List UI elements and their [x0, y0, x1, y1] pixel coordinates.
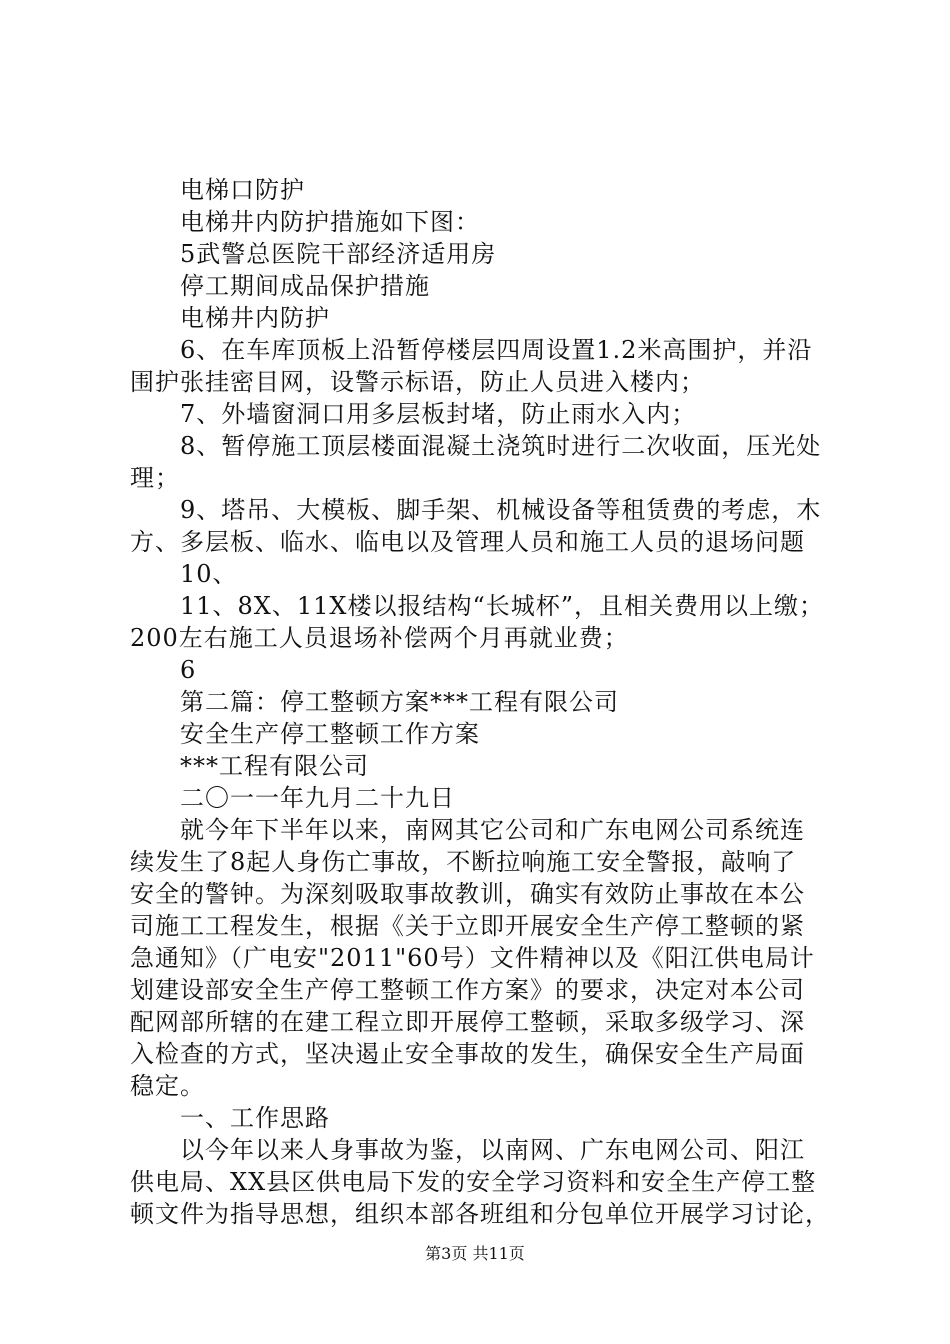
text-line: 第二篇：停工整顿方案***工程有限公司: [180, 688, 619, 716]
text-line: ***工程有限公司: [180, 752, 369, 780]
text-line: 急通知》（广电安"2011"60号）文件精神以及《阳江供电局计: [130, 944, 815, 972]
text-line: 停工期间成品保护措施: [180, 272, 430, 300]
text-line: 电梯口防护: [180, 176, 305, 204]
text-line: 200左右施工人员退场补偿两个月再就业费；: [130, 624, 629, 652]
text-line: 6: [180, 656, 197, 684]
document-body: [130, 174, 842, 1230]
text-line: 电梯井内防护: [180, 304, 330, 332]
text-line: 10、: [180, 560, 238, 588]
text-line: 划建设部安全生产停工整顿工作方案》的要求，决定对本公司: [130, 976, 805, 1004]
text-line: 方、多层板、临水、临电以及管理人员和施工人员的退场问题: [130, 528, 805, 556]
text-line: 以今年以来人身事故为鉴，以南网、广东电网公司、阳江: [180, 1136, 805, 1164]
text-line: 电梯井内防护措施如下图：: [180, 208, 480, 236]
text-line: 稳定。: [130, 1072, 205, 1100]
text-line: 11、8X、11X楼以报结构“长城杯”，且相关费用以上缴；: [180, 592, 825, 620]
text-line: 供电局、XX县区供电局下发的安全学习资料和安全生产停工整: [130, 1168, 817, 1196]
text-line: 围护张挂密目网，设警示标语，防止人员进入楼内；: [130, 368, 705, 396]
page-footer: 第3页 共11页: [425, 1244, 525, 1263]
text-line: 司施工工程发生，根据《关于立即开展安全生产停工整顿的紧: [130, 912, 805, 940]
text-line: 5武警总医院干部经济适用房: [180, 240, 497, 268]
text-line: 9、塔吊、大模板、脚手架、机械设备等租赁费的考虑，木: [180, 496, 822, 524]
text-line: 安全生产停工整顿工作方案: [180, 720, 480, 748]
text-line: 6、在车库顶板上沿暂停楼层四周设置1.2米高围护，并沿: [180, 336, 813, 364]
text-line: 就今年下半年以来，南网其它公司和广东电网公司系统连: [180, 816, 805, 844]
text-line: 续发生了8起人身伤亡事故，不断拉响施工安全警报，敲响了: [130, 848, 797, 876]
text-line: 理；: [130, 464, 180, 492]
text-line: 二〇一一年九月二十九日: [180, 784, 455, 812]
text-line: 一、工作思路: [180, 1104, 330, 1132]
text-line: 7、外墙窗洞口用多层板封堵，防止雨水入内；: [180, 400, 697, 428]
text-line: 顿文件为指导思想，组织本部各班组和分包单位开展学习讨论，: [130, 1200, 830, 1228]
text-line: 配网部所辖的在建工程立即开展停工整顿，采取多级学习、深: [130, 1008, 805, 1036]
text-line: 入检查的方式，坚决遏止安全事故的发生，确保安全生产局面: [130, 1040, 805, 1068]
text-line: 安全的警钟。为深刻吸取事故教训，确实有效防止事故在本公: [130, 880, 805, 908]
text-line: 8、暂停施工顶层楼面混凝土浇筑时进行二次收面，压光处: [180, 432, 822, 460]
